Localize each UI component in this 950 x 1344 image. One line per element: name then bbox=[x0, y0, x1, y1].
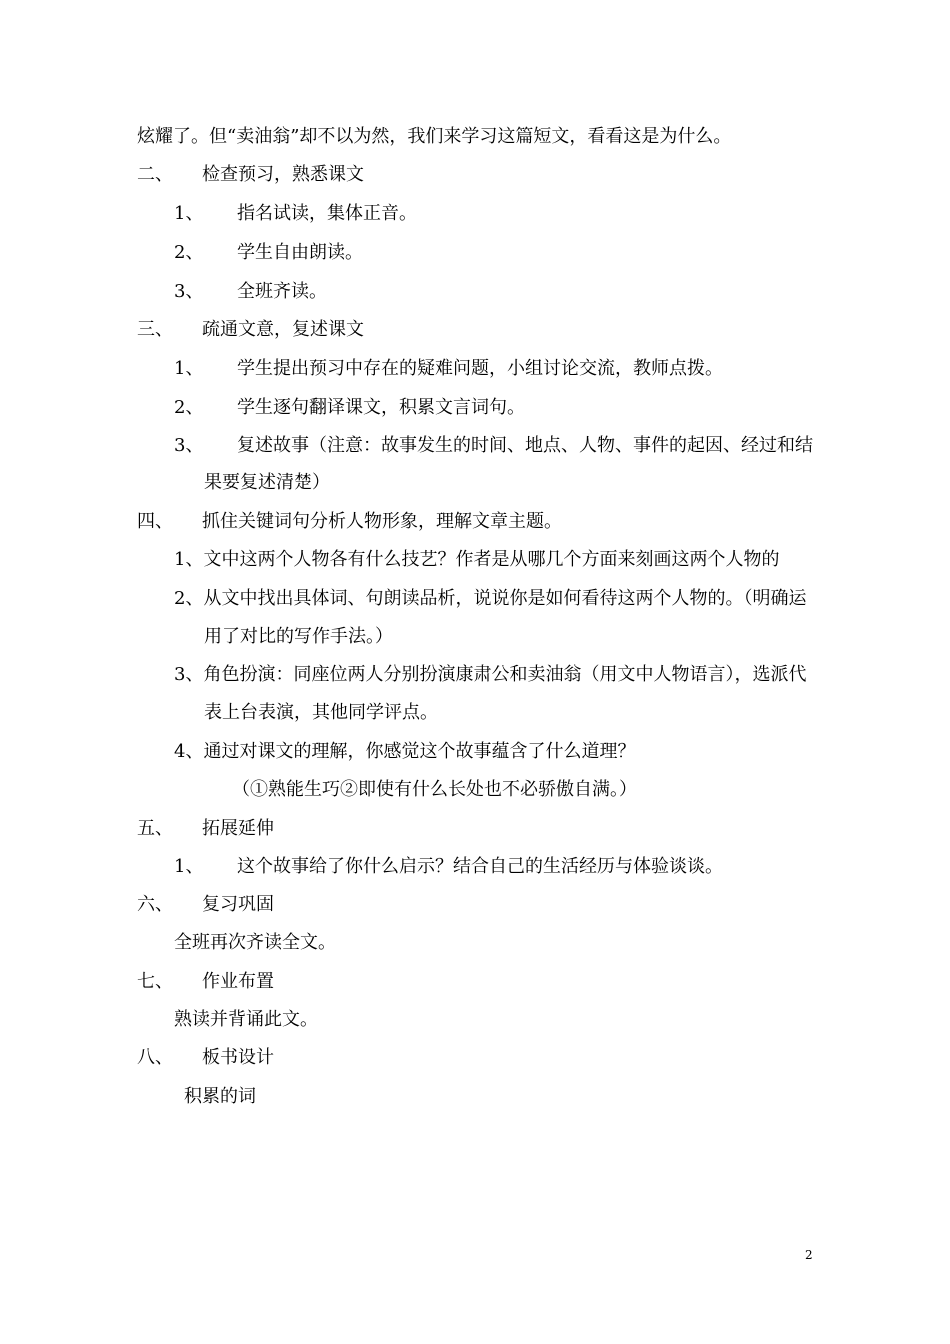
item-text: 复述故事（注意：故事发生的时间、地点、人物、事件的起因、经过和结 bbox=[237, 435, 813, 456]
section-number: 四、 bbox=[137, 511, 173, 532]
paragraph-line: 熟读并背诵此文。 bbox=[174, 1009, 318, 1030]
section-number: 八、 bbox=[137, 1047, 173, 1068]
item-number: 1、 bbox=[174, 856, 204, 877]
item-text: 指名试读，集体正音。 bbox=[237, 203, 417, 224]
section-heading bbox=[137, 970, 274, 994]
list-item bbox=[174, 241, 363, 265]
paragraph-line: 积累的词 bbox=[184, 1086, 256, 1107]
item-text: 这个故事给了你什么启示？结合自己的生活经历与体验谈谈。 bbox=[237, 856, 723, 877]
section-title: 检查预习，熟悉课文 bbox=[202, 164, 364, 185]
paragraph-line: 表上台表演，其他同学评点。 bbox=[204, 702, 438, 723]
section-title: 疏通文意，复述课文 bbox=[202, 319, 364, 340]
item-text: 全班齐读。 bbox=[237, 281, 327, 302]
item-text: 学生逐句翻译课文，积累文言词句。 bbox=[237, 397, 525, 418]
section-number: 二、 bbox=[137, 164, 173, 185]
section-heading bbox=[137, 163, 364, 187]
list-item bbox=[174, 280, 327, 304]
section-title: 板书设计 bbox=[202, 1047, 274, 1068]
item-number: 2、 bbox=[174, 242, 204, 263]
item-text: 学生提出预习中存在的疑难问题，小组讨论交流，教师点拨。 bbox=[237, 358, 723, 379]
section-heading bbox=[137, 1046, 274, 1070]
section-number: 六、 bbox=[137, 894, 173, 915]
paragraph-line: 1、文中这两个人物各有什么技艺？作者是从哪几个方面来刻画这两个人物的 bbox=[174, 549, 780, 570]
page-number: 2 bbox=[805, 1248, 813, 1262]
item-number: 3、 bbox=[174, 435, 204, 456]
section-title: 复习巩固 bbox=[202, 894, 274, 915]
item-number: 2、 bbox=[174, 397, 204, 418]
list-item bbox=[174, 396, 525, 420]
paragraph-line: 果要复述清楚） bbox=[204, 472, 330, 493]
item-text: 学生自由朗读。 bbox=[237, 242, 363, 263]
item-number: 1、 bbox=[174, 203, 204, 224]
item-number: 1、 bbox=[174, 358, 204, 379]
paragraph-line: 3、角色扮演：同座位两人分别扮演康肃公和卖油翁（用文中人物语言），选派代 bbox=[174, 664, 807, 685]
list-item bbox=[174, 855, 723, 879]
list-item bbox=[174, 434, 813, 458]
paragraph-line: （①熟能生巧②即使有什么长处也不必骄傲自满。） bbox=[232, 779, 637, 800]
section-number: 五、 bbox=[137, 818, 173, 839]
section-number: 七、 bbox=[137, 971, 173, 992]
section-title: 抓住关键词句分析人物形象，理解文章主题。 bbox=[202, 511, 562, 532]
item-number: 3、 bbox=[174, 281, 204, 302]
paragraph-line: 用了对比的写作手法。） bbox=[204, 626, 393, 647]
section-title: 拓展延伸 bbox=[202, 818, 274, 839]
paragraph-line: 2、从文中找出具体词、句朗读品析，说说你是如何看待这两个人物的。（明确运 bbox=[174, 588, 807, 609]
paragraph-line: 炫耀了。但“卖油翁”却不以为然，我们来学习这篇短文，看看这是为什么。 bbox=[137, 126, 732, 147]
list-item bbox=[174, 202, 417, 226]
section-title: 作业布置 bbox=[202, 971, 274, 992]
section-heading bbox=[137, 510, 562, 534]
paragraph-line: 4、通过对课文的理解，你感觉这个故事蕴含了什么道理？ bbox=[174, 741, 636, 762]
section-heading bbox=[137, 817, 274, 841]
section-heading bbox=[137, 318, 364, 342]
paragraph-line: 全班再次齐读全文。 bbox=[174, 932, 336, 953]
list-item bbox=[174, 357, 723, 381]
section-heading bbox=[137, 893, 274, 917]
section-number: 三、 bbox=[137, 319, 173, 340]
